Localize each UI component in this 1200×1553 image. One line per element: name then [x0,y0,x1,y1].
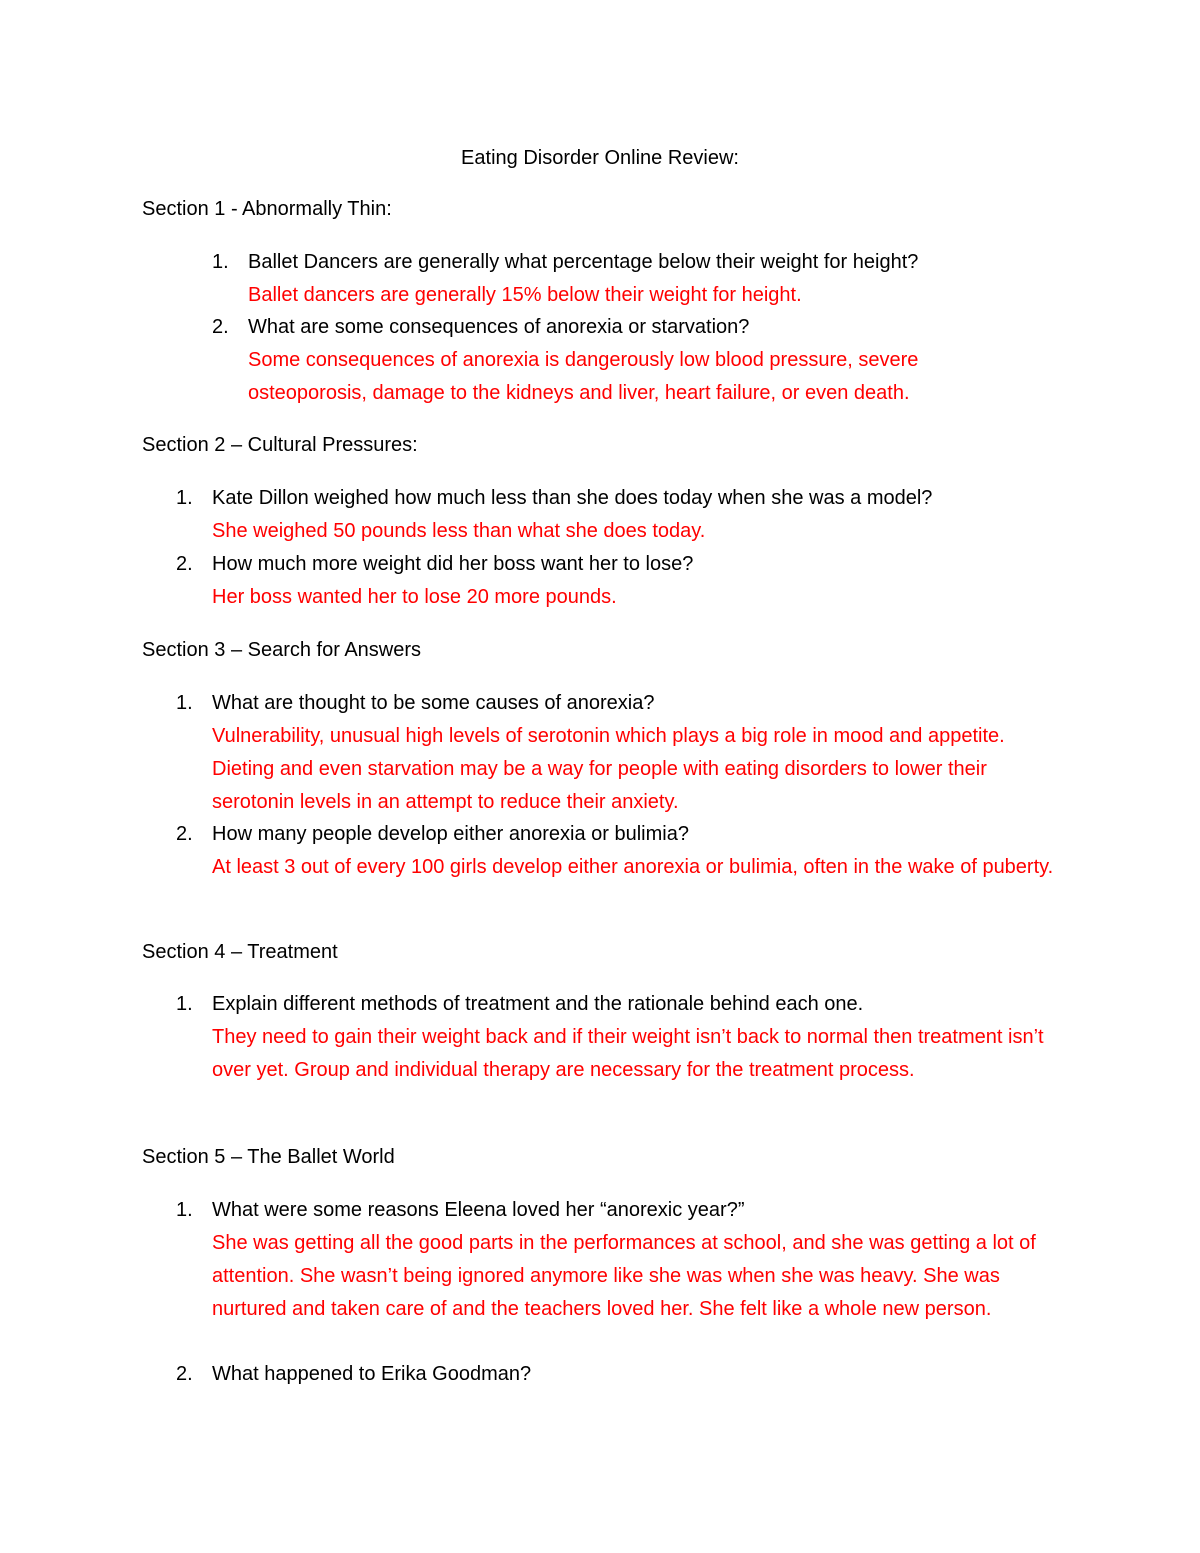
section-3-item-2 [176,818,1076,884]
section-4-heading: Section 4 – Treatment [142,941,338,963]
question-text: Explain different methods of treatment and the rationale behind each one. [212,993,864,1015]
answer-text: They need to gain their weight back and if their weight isn’t back to normal then treatment isn’t over yet. Group and individual therapy are necessary for the treatment process. [212,1026,1044,1081]
section-3-item-1 [176,687,1076,819]
question-text: Ballet Dancers are generally what percentage below their weight for height? [248,251,919,273]
item-number: 1. [176,487,193,509]
section-2-heading: Section 2 – Cultural Pressures: [142,434,418,456]
question-text: How many people develop either anorexia or bulimia? [212,823,689,845]
item-number: 1. [176,692,193,714]
question-text: How much more weight did her boss want her to lose? [212,553,694,575]
section-1-item-2 [176,311,1076,410]
question-text: What were some reasons Eleena loved her “anorexic year?” [212,1199,745,1221]
question-text: Kate Dillon weighed how much less than she does today when she was a model? [212,487,933,509]
answer-text: Her boss wanted her to lose 20 more pounds. [212,586,617,608]
section-4-item-1 [176,988,1076,1087]
question-text: What are some consequences of anorexia or starvation? [248,316,750,338]
answer-text: Vulnerability, unusual high levels of serotonin which plays a big role in mood and appetite. Dieting and even starvation may be a way for people with eating disorders to lower their serotonin levels in an attempt to reduce their anxiety. [212,725,1005,813]
section-5-item-2 [176,1358,1076,1391]
item-number: 1. [212,251,229,273]
section-2-item-2 [176,548,1076,614]
item-number: 2. [176,1363,193,1385]
section-5-item-1 [176,1194,1076,1326]
answer-text: Ballet dancers are generally 15% below their weight for height. [248,284,802,306]
question-text: What happened to Erika Goodman? [212,1363,532,1385]
item-number: 1. [176,993,193,1015]
item-number: 2. [176,553,193,575]
answer-text: At least 3 out of every 100 girls develop either anorexia or bulimia, often in the wake of puberty. [212,856,1054,878]
section-1-item-1 [176,246,1076,312]
document-title: Eating Disorder Online Review: [461,147,739,169]
item-number: 2. [176,823,193,845]
section-2-item-1 [176,482,1076,548]
answer-text: She was getting all the good parts in the performances at school, and she was getting a lot of attention. She wasn’t being ignored anymore like she was when she was heavy. She was nurtured and taken care of and the teachers loved her. She felt like a whole new person. [212,1232,1036,1320]
section-1-heading: Section 1 - Abnormally Thin: [142,198,392,220]
section-5-heading: Section 5 – The Ballet World [142,1146,395,1168]
answer-text: Some consequences of anorexia is dangerously low blood pressure, severe osteoporosis, damage to the kidneys and liver, heart failure, or even death. [248,349,919,404]
section-3-heading: Section 3 – Search for Answers [142,639,422,661]
answer-text: She weighed 50 pounds less than what she does today. [212,520,706,542]
question-text: What are thought to be some causes of anorexia? [212,692,655,714]
item-number: 1. [176,1199,193,1221]
item-number: 2. [212,316,229,338]
